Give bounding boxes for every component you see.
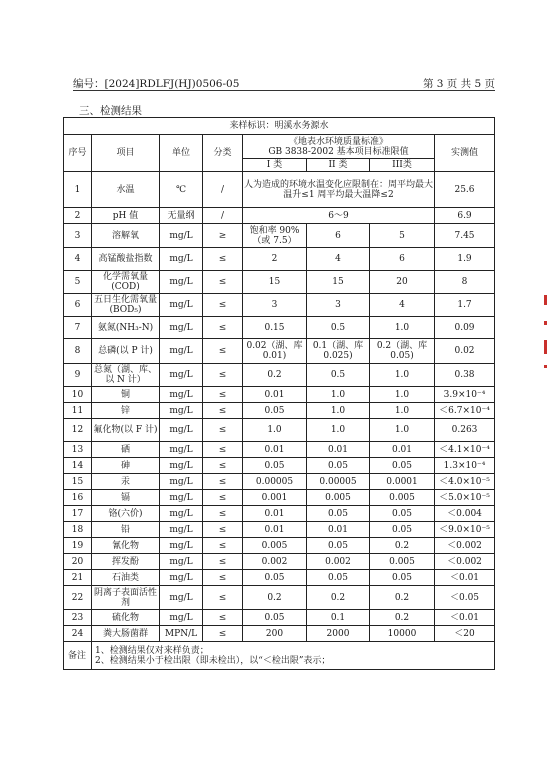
col-header-item: 项目 <box>92 135 160 172</box>
cell-unit: mg/L <box>160 294 203 317</box>
cell-unit: mg/L <box>160 474 203 490</box>
cell-class2: 0.05 <box>307 506 370 522</box>
report-code: 编号：[2024]RDLFJ(HJ)0506-05 <box>73 78 240 90</box>
cell-category: ≤ <box>203 387 243 403</box>
cell-unit: mg/L <box>160 248 203 271</box>
cell-measured: 0.38 <box>435 364 495 387</box>
col-header-measured: 实测值 <box>435 135 495 172</box>
cell-category: ≤ <box>203 610 243 626</box>
cell-unit: mg/L <box>160 224 203 248</box>
cell-no: 24 <box>64 626 92 642</box>
table-row <box>64 387 495 403</box>
cell-no: 21 <box>64 570 92 586</box>
cell-item: 锌 <box>92 403 160 419</box>
table-row <box>64 538 495 554</box>
cell-class1: 0.05 <box>243 403 307 419</box>
cell-class3: 0.2 <box>370 538 435 554</box>
cell-category: ≤ <box>203 419 243 442</box>
cell-item: 铅 <box>92 522 160 538</box>
table-row <box>64 458 495 474</box>
cell-class3: 0.01 <box>370 442 435 458</box>
cell-class2: 0.5 <box>307 364 370 387</box>
cell-class2: 0.002 <box>307 554 370 570</box>
table-row <box>64 294 495 317</box>
cell-class3: 20 <box>370 271 435 294</box>
cell-category: ≤ <box>203 522 243 538</box>
cell-unit: MPN/L <box>160 626 203 642</box>
table-row <box>64 403 495 419</box>
cell-category: ≤ <box>203 403 243 419</box>
cell-unit: mg/L <box>160 403 203 419</box>
section-title: 三、检测结果 <box>79 105 142 117</box>
cell-no: 1 <box>64 172 92 208</box>
table-row <box>64 474 495 490</box>
cell-item: 镉 <box>92 490 160 506</box>
cell-class2: 0.05 <box>307 458 370 474</box>
cell-class2: 0.1（湖、库 0.025) <box>307 339 370 364</box>
cell-class2: 15 <box>307 271 370 294</box>
cell-item: 铜 <box>92 387 160 403</box>
cell-unit: mg/L <box>160 317 203 339</box>
table-row <box>64 364 495 387</box>
note-line-2: 2、检测结果小于检出限（即未检出），以“＜检出限”表示； <box>95 655 331 666</box>
col-header-unit: 单位 <box>160 135 203 172</box>
table-row <box>64 554 495 570</box>
cell-category: ≤ <box>203 554 243 570</box>
cell-category: ≤ <box>203 570 243 586</box>
cell-measured: ＜5.0×10⁻⁵ <box>435 490 495 506</box>
cell-measured: 0.09 <box>435 317 495 339</box>
cell-measured: ＜0.002 <box>435 538 495 554</box>
cell-class1: 3 <box>243 294 307 317</box>
cell-unit: mg/L <box>160 554 203 570</box>
table-row <box>64 317 495 339</box>
cell-category: ≤ <box>203 364 243 387</box>
cell-class3: 6 <box>370 248 435 271</box>
cell-measured: ＜0.05 <box>435 586 495 610</box>
notes-label: 备注 <box>64 642 92 670</box>
cell-class3: 5 <box>370 224 435 248</box>
cell-measured: ＜6.7×10⁻⁴ <box>435 403 495 419</box>
cell-measured: ＜0.002 <box>435 554 495 570</box>
cell-unit: mg/L <box>160 364 203 387</box>
cell-class2: 0.5 <box>307 317 370 339</box>
cell-item: 五日生化需氧量(BOD₅) <box>92 294 160 317</box>
cell-measured: 25.6 <box>435 172 495 208</box>
table-row <box>64 522 495 538</box>
table-row <box>64 419 495 442</box>
table-row <box>64 172 495 208</box>
cell-class3: 4 <box>370 294 435 317</box>
cell-category: ≤ <box>203 586 243 610</box>
cell-no: 9 <box>64 364 92 387</box>
cell-measured: ＜20 <box>435 626 495 642</box>
cell-unit: mg/L <box>160 419 203 442</box>
cell-category: ≤ <box>203 490 243 506</box>
cell-measured: 0.02 <box>435 339 495 364</box>
cell-unit: mg/L <box>160 506 203 522</box>
cell-category: ≤ <box>203 506 243 522</box>
cell-class1: 0.01 <box>243 442 307 458</box>
cell-no: 7 <box>64 317 92 339</box>
cell-class3: 1.0 <box>370 419 435 442</box>
cell-no: 6 <box>64 294 92 317</box>
cell-category: ≤ <box>203 248 243 271</box>
cell-class1: 0.001 <box>243 490 307 506</box>
cell-unit: mg/L <box>160 387 203 403</box>
cell-class1: 2 <box>243 248 307 271</box>
cell-class1: 0.05 <box>243 570 307 586</box>
results-table <box>63 117 495 670</box>
cell-class1: 0.15 <box>243 317 307 339</box>
cell-measured: 1.9 <box>435 248 495 271</box>
cell-no: 17 <box>64 506 92 522</box>
cell-item: 水温 <box>92 172 160 208</box>
cell-class2: 0.05 <box>307 538 370 554</box>
cell-item: 总磷(以 P 计) <box>92 339 160 364</box>
cell-category: / <box>203 208 243 224</box>
cell-class3: 0.0001 <box>370 474 435 490</box>
cell-class2: 0.05 <box>307 570 370 586</box>
cell-category: / <box>203 172 243 208</box>
cell-unit: mg/L <box>160 339 203 364</box>
cell-measured: 3.9×10⁻⁴ <box>435 387 495 403</box>
cell-no: 13 <box>64 442 92 458</box>
cell-no: 4 <box>64 248 92 271</box>
cell-measured: 1.3×10⁻⁴ <box>435 458 495 474</box>
cell-class2: 0.00005 <box>307 474 370 490</box>
col-header-class1: I 类 <box>243 159 307 172</box>
cell-class3: 0.2 <box>370 610 435 626</box>
cell-class2: 2000 <box>307 626 370 642</box>
cell-no: 18 <box>64 522 92 538</box>
cell-measured: 7.45 <box>435 224 495 248</box>
cell-class2: 0.01 <box>307 522 370 538</box>
cell-standard-merged: 人为造成的环境水温变化应限制在：周平均最大温升≤1 周平均最大温降≤2 <box>243 172 435 208</box>
cell-category: ≤ <box>203 626 243 642</box>
cell-item: 氨氮(NH₃-N) <box>92 317 160 339</box>
cell-unit: mg/L <box>160 522 203 538</box>
cell-class1: 0.02（湖、库 0.01) <box>243 339 307 364</box>
cell-no: 15 <box>64 474 92 490</box>
cell-unit: mg/L <box>160 570 203 586</box>
page-number: 第 3 页 共 5 页 <box>422 78 495 90</box>
cell-category: ≤ <box>203 474 243 490</box>
table-row <box>64 490 495 506</box>
cell-item: 铬(六价) <box>92 506 160 522</box>
cell-item: 汞 <box>92 474 160 490</box>
cell-measured: ＜0.004 <box>435 506 495 522</box>
cell-no: 10 <box>64 387 92 403</box>
cell-category: ≤ <box>203 271 243 294</box>
cell-item: 硫化物 <box>92 610 160 626</box>
cell-standard-merged: 6～9 <box>243 208 435 224</box>
cell-category: ≤ <box>203 538 243 554</box>
cell-class3: 0.005 <box>370 490 435 506</box>
cell-class1: 0.01 <box>243 387 307 403</box>
cell-no: 22 <box>64 586 92 610</box>
cell-class1: 200 <box>243 626 307 642</box>
col-header-standard <box>243 135 435 159</box>
cell-class2: 3 <box>307 294 370 317</box>
cell-class1: 1.0 <box>243 419 307 442</box>
standard-title: 《地表水环境质量标准》 <box>288 136 388 147</box>
cell-item: pH 值 <box>92 208 160 224</box>
cell-class3: 10000 <box>370 626 435 642</box>
cell-class1: 0.005 <box>243 538 307 554</box>
cell-measured: ＜0.01 <box>435 610 495 626</box>
cell-item: 高锰酸盐指数 <box>92 248 160 271</box>
cell-item: 粪大肠菌群 <box>92 626 160 642</box>
table-row <box>64 224 495 248</box>
cell-class3: 0.05 <box>370 522 435 538</box>
cell-no: 2 <box>64 208 92 224</box>
cell-class1: 0.2 <box>243 364 307 387</box>
cell-class1: 0.01 <box>243 522 307 538</box>
cell-category: ≤ <box>203 458 243 474</box>
cell-measured: ＜9.0×10⁻⁵ <box>435 522 495 538</box>
cell-class1: 15 <box>243 271 307 294</box>
cell-class1: 0.2 <box>243 586 307 610</box>
cell-class1: 0.01 <box>243 506 307 522</box>
cell-unit: 无量纲 <box>160 208 203 224</box>
col-header-no: 序号 <box>64 135 92 172</box>
cell-no: 19 <box>64 538 92 554</box>
cell-class1: 0.05 <box>243 610 307 626</box>
cell-item: 氟化物(以 F 计) <box>92 419 160 442</box>
cell-class2: 6 <box>307 224 370 248</box>
cell-no: 8 <box>64 339 92 364</box>
col-header-class2: II 类 <box>307 159 370 172</box>
cell-measured: ＜0.01 <box>435 570 495 586</box>
cell-class3: 0.05 <box>370 458 435 474</box>
cell-measured: 6.9 <box>435 208 495 224</box>
table-row <box>64 208 495 224</box>
cell-item: 硒 <box>92 442 160 458</box>
cell-class3: 1.0 <box>370 403 435 419</box>
note-line-1: 1、检测结果仅对来样负责； <box>95 645 209 656</box>
cell-item: 石油类 <box>92 570 160 586</box>
cell-item: 氰化物 <box>92 538 160 554</box>
cell-class2: 0.01 <box>307 442 370 458</box>
cell-unit: ℃ <box>160 172 203 208</box>
cell-no: 23 <box>64 610 92 626</box>
cell-unit: mg/L <box>160 490 203 506</box>
cell-no: 16 <box>64 490 92 506</box>
cell-class1: 0.00005 <box>243 474 307 490</box>
sample-label: 来样标识：明溪水务源水 <box>64 118 495 135</box>
cell-measured: 1.7 <box>435 294 495 317</box>
table-row <box>64 339 495 364</box>
cell-no: 14 <box>64 458 92 474</box>
cell-item: 挥发酚 <box>92 554 160 570</box>
cell-unit: mg/L <box>160 458 203 474</box>
table-row <box>64 570 495 586</box>
cell-class2: 1.0 <box>307 387 370 403</box>
cell-item: 砷 <box>92 458 160 474</box>
table-row <box>64 626 495 642</box>
cell-class3: 1.0 <box>370 317 435 339</box>
table-row <box>64 506 495 522</box>
cell-no: 3 <box>64 224 92 248</box>
cell-class3: 1.0 <box>370 364 435 387</box>
cell-class3: 0.05 <box>370 570 435 586</box>
cell-class2: 1.0 <box>307 419 370 442</box>
table-row <box>64 610 495 626</box>
cell-measured: ＜4.0×10⁻⁵ <box>435 474 495 490</box>
cell-unit: mg/L <box>160 538 203 554</box>
cell-no: 12 <box>64 419 92 442</box>
cell-category: ≥ <box>203 224 243 248</box>
cell-item: 化学需氧量(COD) <box>92 271 160 294</box>
cell-class2: 0.005 <box>307 490 370 506</box>
cell-no: 11 <box>64 403 92 419</box>
cell-no: 20 <box>64 554 92 570</box>
cell-unit: mg/L <box>160 442 203 458</box>
cell-unit: mg/L <box>160 610 203 626</box>
cell-item: 总氮（湖、库、以 N 计） <box>92 364 160 387</box>
col-header-category: 分类 <box>203 135 243 172</box>
notes-content <box>92 642 495 670</box>
table-row <box>64 586 495 610</box>
col-header-class3: III类 <box>370 159 435 172</box>
cell-class1: 饱和率 90%（或 7.5） <box>243 224 307 248</box>
cell-no: 5 <box>64 271 92 294</box>
cell-class3: 1.0 <box>370 387 435 403</box>
cell-class3: 0.005 <box>370 554 435 570</box>
cell-item: 阴离子表面活性剂 <box>92 586 160 610</box>
cell-category: ≤ <box>203 294 243 317</box>
cell-class1: 0.002 <box>243 554 307 570</box>
cell-measured: 0.263 <box>435 419 495 442</box>
cell-class2: 0.2 <box>307 586 370 610</box>
cell-unit: mg/L <box>160 271 203 294</box>
cell-measured: ＜4.1×10⁻⁴ <box>435 442 495 458</box>
report-header <box>73 76 495 91</box>
cell-class2: 4 <box>307 248 370 271</box>
cell-item: 溶解氧 <box>92 224 160 248</box>
seal-edge-marks <box>544 295 550 415</box>
cell-unit: mg/L <box>160 586 203 610</box>
cell-class1: 0.05 <box>243 458 307 474</box>
cell-measured: 8 <box>435 271 495 294</box>
cell-class2: 1.0 <box>307 403 370 419</box>
table-row <box>64 271 495 294</box>
standard-subtitle: GB 3838-2002 基本项目标准限值 <box>268 146 409 157</box>
cell-class3: 0.05 <box>370 506 435 522</box>
table-row <box>64 248 495 271</box>
cell-category: ≤ <box>203 317 243 339</box>
cell-class3: 0.2（湖、库 0.05) <box>370 339 435 364</box>
cell-category: ≤ <box>203 339 243 364</box>
cell-class2: 0.1 <box>307 610 370 626</box>
table-row <box>64 442 495 458</box>
cell-class3: 0.2 <box>370 586 435 610</box>
cell-category: ≤ <box>203 442 243 458</box>
